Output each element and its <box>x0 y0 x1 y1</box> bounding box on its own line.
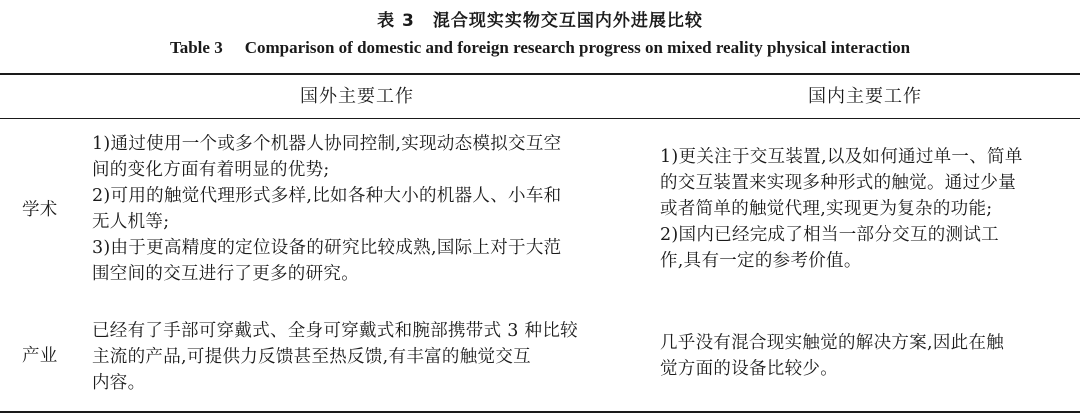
cell-industry-domestic <box>660 330 1070 382</box>
table-title-zh: 混合现实实物交互国内外进展比较 <box>432 11 703 31</box>
cell-line: 已经有了手部可穿戴式、全身可穿戴式和腕部携带式 3 种比较 <box>92 321 578 341</box>
cell-line: 或者简单的触觉代理,实现更为复杂的功能; <box>660 199 993 219</box>
table-title-en: Comparison of domestic and foreign research progress on mixed reality physical interaction <box>244 38 911 57</box>
table-caption-zh <box>0 6 1080 31</box>
cell-line: 无人机等; <box>92 212 170 232</box>
table-top-rule <box>0 73 1080 75</box>
cell-line: 2)可用的触觉代理形式多样,比如各种大小的机器人、小车和 <box>92 186 562 206</box>
cell-academic-domestic <box>660 144 1070 274</box>
cell-line: 围空间的交互进行了更多的研究。 <box>92 264 359 284</box>
cell-line: 2)国内已经完成了相当一部分交互的测试工 <box>660 225 999 245</box>
cell-line: 1)更关注于交互装置,以及如何通过单一、简单 <box>660 147 1023 167</box>
cell-line: 作,具有一定的参考价值。 <box>660 251 862 271</box>
cell-academic-foreign <box>92 131 652 287</box>
cell-industry-foreign <box>92 318 652 396</box>
row-label-industry: 产业 <box>22 346 58 366</box>
cell-line: 觉方面的设备比较少。 <box>660 359 838 379</box>
cell-line: 的交互装置来实现多种形式的触觉。通过少量 <box>660 173 1016 193</box>
column-header-foreign: 国外主要工作 <box>300 86 414 107</box>
cell-line: 3)由于更高精度的定位设备的研究比较成熟,国际上对于大范 <box>92 238 562 258</box>
column-header-domestic: 国内主要工作 <box>808 86 922 107</box>
table-header-rule <box>0 118 1080 119</box>
cell-line: 1)通过使用一个或多个机器人协同控制,实现动态模拟交互空 <box>92 134 562 154</box>
row-label-academic: 学术 <box>22 200 58 220</box>
table-number-zh: 表 3 <box>377 11 415 31</box>
cell-line: 几乎没有混合现实触觉的解决方案,因此在触 <box>660 333 1005 353</box>
cell-line: 间的变化方面有着明显的优势; <box>92 160 330 180</box>
table-number-en: Table 3 <box>169 38 223 57</box>
table-caption-en <box>0 38 1080 58</box>
cell-line: 主流的产品,可提供力反馈甚至热反馈,有丰富的触觉交互 <box>92 347 531 367</box>
cell-line: 内容。 <box>92 373 146 393</box>
table-bottom-rule <box>0 411 1080 413</box>
